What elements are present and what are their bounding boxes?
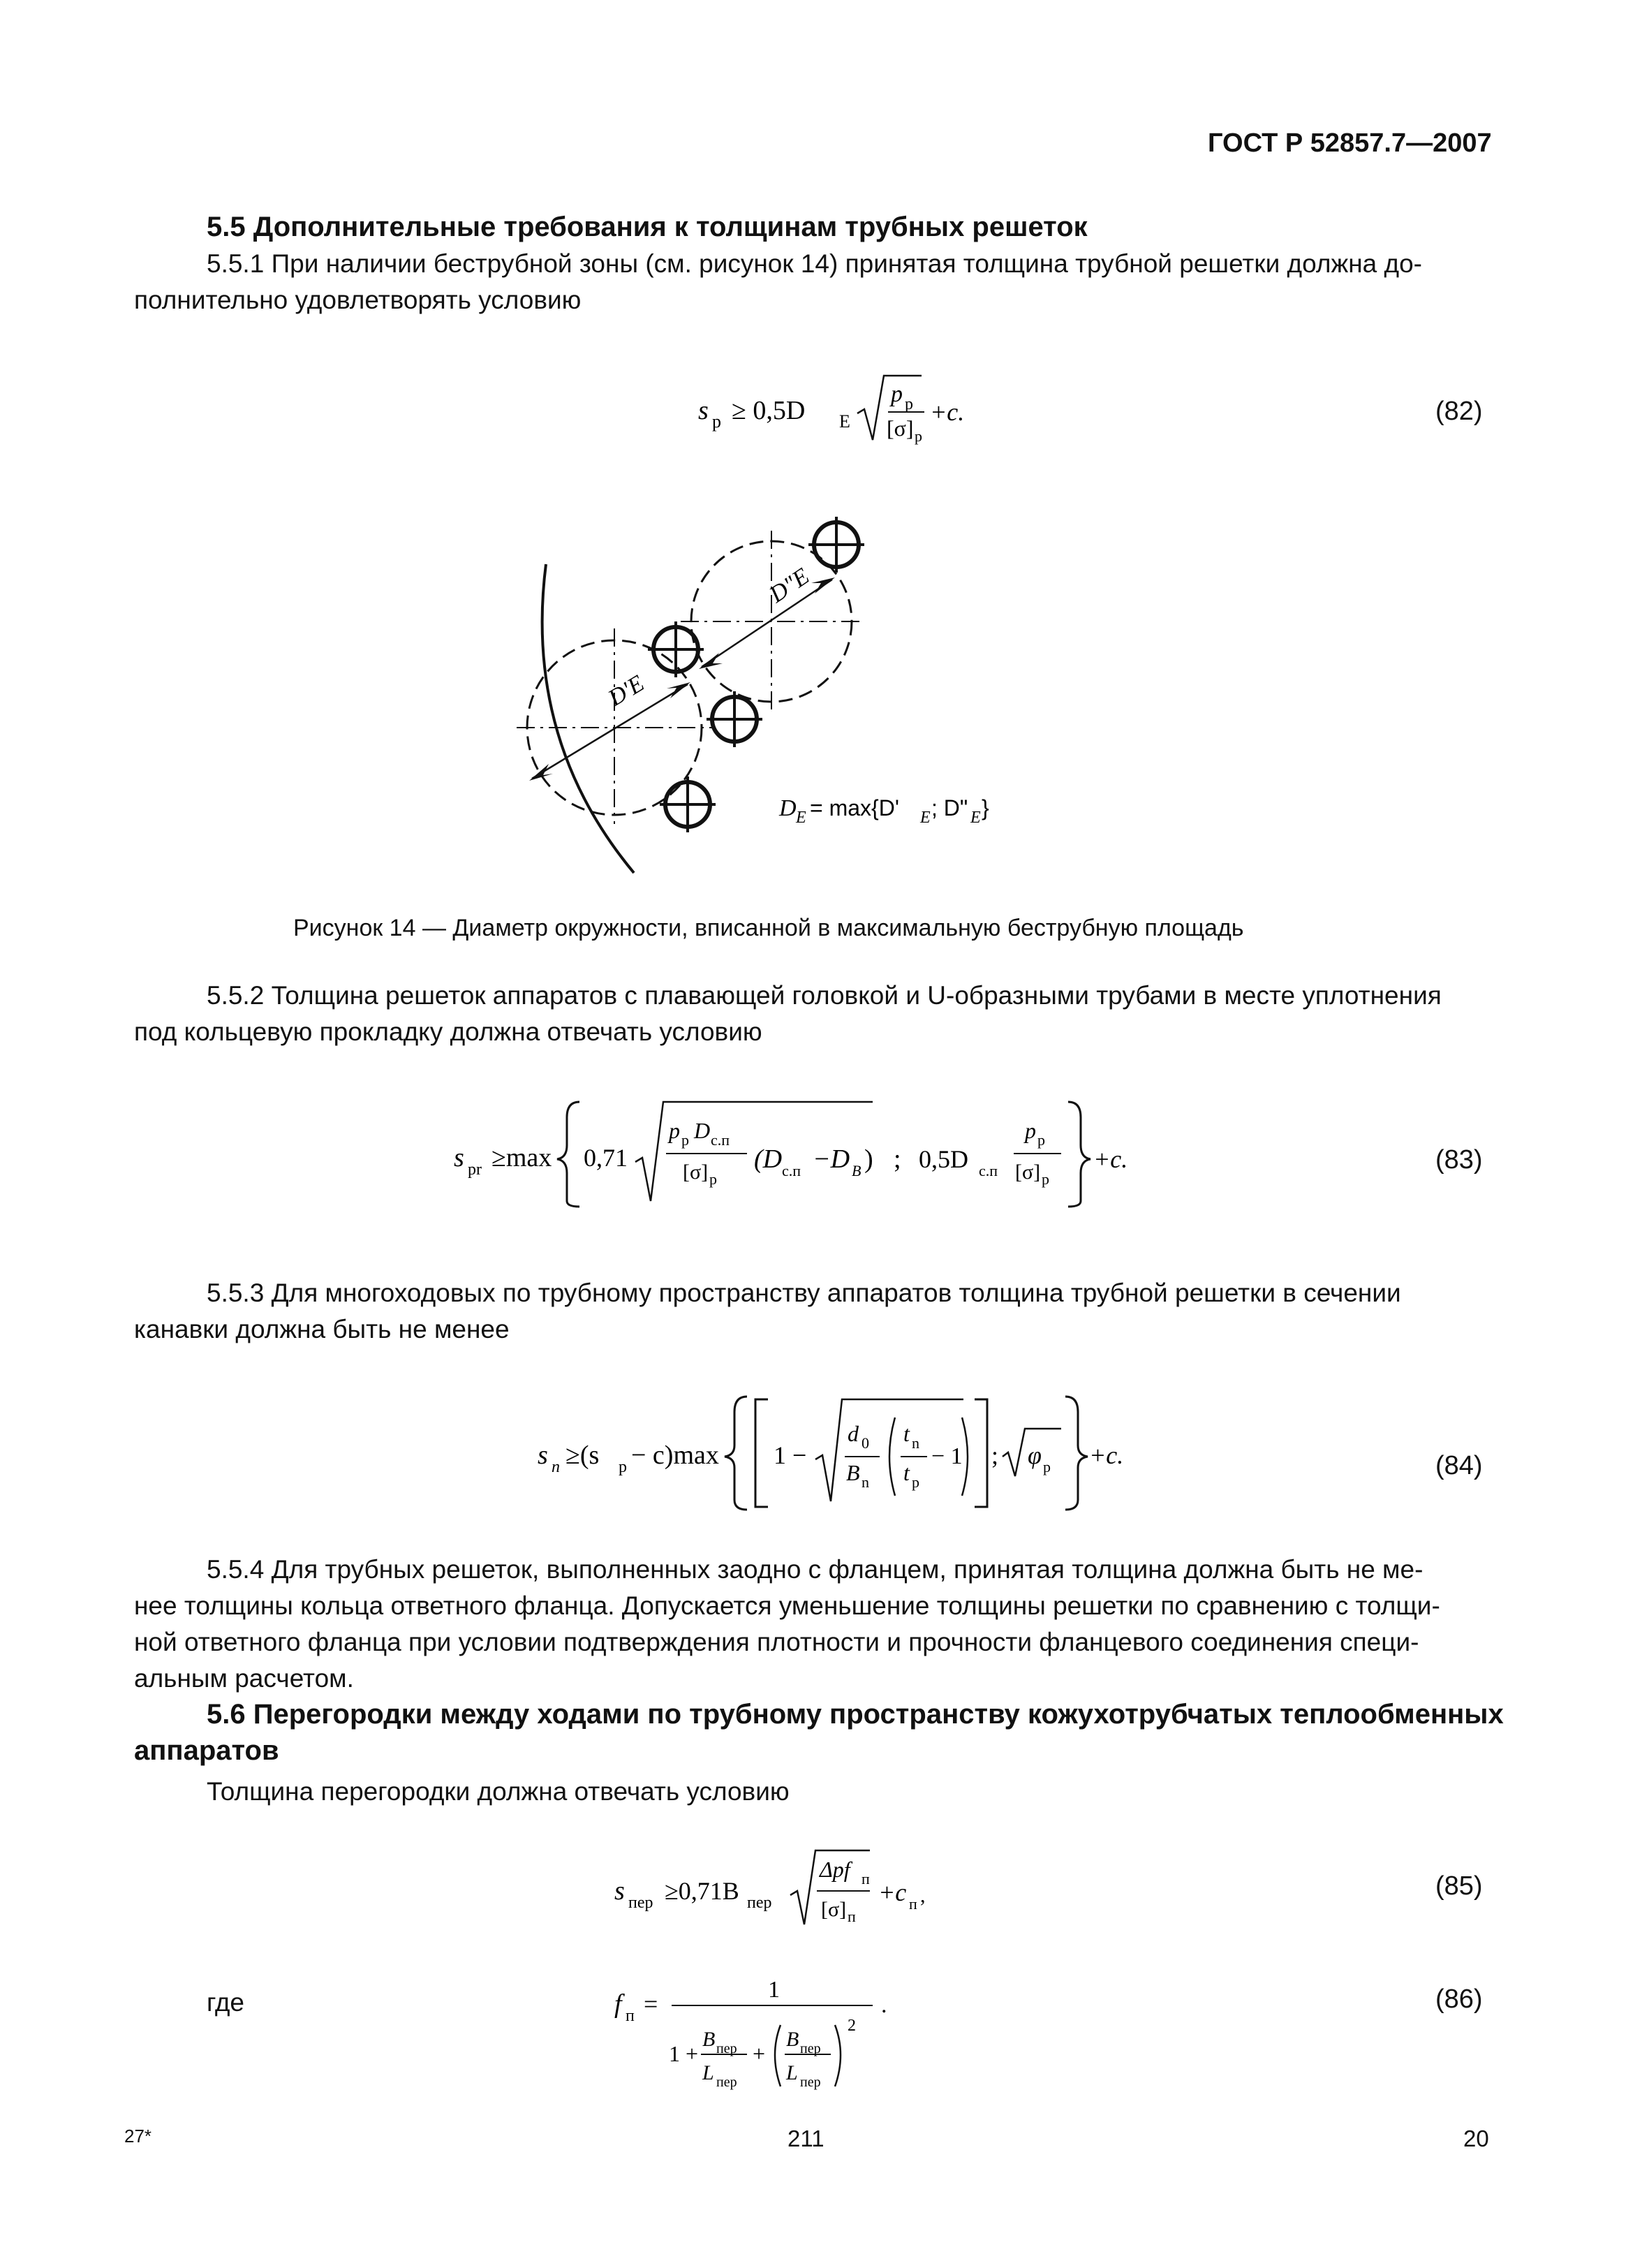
svg-text:пер: пер xyxy=(716,2041,737,2056)
svg-text:;: ; xyxy=(894,1144,901,1174)
footer-right: 20 xyxy=(1463,2126,1489,2151)
svg-text:≥0,71B: ≥0,71B xyxy=(665,1877,739,1905)
svg-text:−D: −D xyxy=(813,1144,850,1174)
svg-text:.: . xyxy=(881,1992,887,2018)
paragraph-5-5-4-line4: альным расчетом. xyxy=(134,1664,354,1693)
svg-text:;: ; xyxy=(991,1441,999,1469)
equation-82 xyxy=(691,363,984,447)
svg-text:n: n xyxy=(912,1434,919,1452)
svg-text:пер: пер xyxy=(628,1894,653,1912)
svg-text:s: s xyxy=(538,1441,548,1470)
svg-text:− c)max: − c)max xyxy=(631,1441,719,1470)
de-formula-sep: ; D" xyxy=(931,795,968,820)
equation-85 xyxy=(607,1836,970,1927)
de-formula-d: D xyxy=(779,795,797,821)
svg-text:L: L xyxy=(786,2061,798,2084)
section-heading-5-5: 5.5 Дополнительные требования к толщинам трубных решеток xyxy=(207,212,1088,242)
paragraph-5-5-4-line2: нее толщины кольца ответного фланца. Допускается уменьшение толщины решетки по сравнению с толщи- xyxy=(134,1591,1440,1620)
svg-text:≥(s: ≥(s xyxy=(565,1441,600,1470)
paragraph-5-5-4-line3: ной ответного фланца при условии подтверждения плотности и прочности фланцевого соединения специ- xyxy=(134,1628,1419,1656)
equation-86 xyxy=(607,1969,915,2109)
eq82-lhs: s xyxy=(698,396,709,425)
svg-text:+c.: +c. xyxy=(1089,1441,1124,1469)
de-formula-e1: E xyxy=(920,809,931,827)
svg-text:(D: (D xyxy=(754,1144,783,1174)
svg-text:B: B xyxy=(702,2028,716,2051)
svg-text:s: s xyxy=(454,1143,464,1172)
de-formula-close: } xyxy=(982,795,989,820)
svg-text:f: f xyxy=(614,1989,622,2019)
section-heading-5-6-line2: аппаратов xyxy=(134,1735,279,1766)
svg-text:p: p xyxy=(619,1458,627,1476)
equation-84 xyxy=(531,1390,1145,1515)
eq82-den-sub: p xyxy=(915,427,922,445)
svg-text:L: L xyxy=(702,2061,714,2084)
svg-text:+c: +c xyxy=(878,1878,907,1906)
svg-text:Δpf: Δpf xyxy=(820,1857,850,1882)
svg-text:0,71: 0,71 xyxy=(584,1144,628,1172)
where-label: где xyxy=(207,1988,245,2017)
svg-text:≥max: ≥max xyxy=(491,1143,552,1172)
eq82-den: [σ] xyxy=(887,415,914,441)
svg-text:0,5D: 0,5D xyxy=(919,1145,968,1173)
svg-text:d: d xyxy=(848,1421,859,1446)
svg-text:D: D xyxy=(694,1118,711,1143)
shell-arc xyxy=(542,564,634,873)
eq-number-85: (85) xyxy=(1435,1871,1483,1901)
svg-text:p: p xyxy=(1043,1458,1051,1475)
svg-text:пер: пер xyxy=(747,1894,772,1912)
svg-text:[σ]: [σ] xyxy=(821,1898,847,1921)
svg-text:p: p xyxy=(1042,1170,1049,1188)
paragraph-5-5-4-line1: 5.5.4 Для трубных решеток, выполненных заодно с фланцем, принятая толщина должна быть не ме- xyxy=(207,1555,1424,1584)
svg-text:1 −: 1 − xyxy=(774,1441,807,1469)
eq82-tail: +c. xyxy=(930,398,965,426)
paragraph-5-5-2-line2: под кольцевую прокладку должна отвечать условию xyxy=(134,1017,762,1046)
section-heading-5-6-line1: 5.6 Перегородки между ходами по трубному пространству кожухотрубчатых теплообменных xyxy=(207,1699,1504,1730)
de-formula-rest: = max{D' xyxy=(810,795,899,820)
svg-text:+: + xyxy=(753,2041,766,2066)
eq82-lhs-sub: p xyxy=(712,411,721,432)
svg-text:п: п xyxy=(862,1870,870,1887)
eq-number-86: (86) xyxy=(1435,1984,1483,2014)
svg-text:1: 1 xyxy=(768,1977,780,2003)
document-code: ГОСТ Р 52857.7—2007 xyxy=(1208,128,1492,158)
svg-text:p: p xyxy=(1037,1131,1045,1149)
svg-text:п: п xyxy=(848,1908,856,1925)
svg-text:pr: pr xyxy=(468,1161,482,1179)
paragraph-5-5-1-line2: полнительно удовлетворять условию xyxy=(134,286,582,314)
svg-text:t: t xyxy=(903,1460,910,1485)
svg-text:,: , xyxy=(920,1884,926,1907)
eq-number-83: (83) xyxy=(1435,1145,1483,1174)
svg-text:): ) xyxy=(864,1144,873,1174)
svg-text:[σ]: [σ] xyxy=(1015,1161,1041,1184)
figure-14 xyxy=(510,517,1040,887)
svg-text:=: = xyxy=(644,1990,658,2018)
svg-text:p: p xyxy=(709,1170,717,1188)
svg-text:p: p xyxy=(1025,1118,1036,1143)
eq82-ge: ≥ 0,5D xyxy=(732,396,806,425)
svg-text:пер: пер xyxy=(716,2075,737,2090)
svg-text:п: п xyxy=(626,2007,635,2025)
svg-text:B: B xyxy=(786,2028,799,2051)
de-formula-sub: E xyxy=(796,809,806,827)
eq82-num-sub: p xyxy=(905,395,913,413)
de-formula-e2: E xyxy=(970,809,981,827)
svg-text:[σ]: [σ] xyxy=(683,1161,709,1184)
figure-caption: Рисунок 14 — Диаметр окружности, вписанной в максимальную беструбную площадь xyxy=(293,915,1244,941)
svg-text:n: n xyxy=(552,1458,560,1476)
paragraph-5-5-2-line1: 5.5.2 Толщина решеток аппаратов с плавающей головкой и U-образными трубами в месте уплотнения xyxy=(207,981,1442,1010)
eq82-sub-e: E xyxy=(839,411,850,432)
svg-text:0: 0 xyxy=(862,1434,869,1452)
page-number: 211 xyxy=(787,2126,824,2151)
svg-text:p: p xyxy=(669,1118,680,1143)
svg-text:2: 2 xyxy=(848,2017,856,2035)
svg-text:p: p xyxy=(912,1473,919,1491)
svg-text:+c.: +c. xyxy=(1093,1145,1128,1173)
svg-text:пер: пер xyxy=(800,2075,821,2090)
svg-text:с.п: с.п xyxy=(711,1131,730,1149)
paragraph-5-5-1-line1: 5.5.1 При наличии беструбной зоны (см. рисунок 14) принятая толщина трубной решетки должна до- xyxy=(207,249,1422,278)
eq82-num: p xyxy=(891,381,903,407)
svg-text:с.п: с.п xyxy=(979,1162,998,1179)
paragraph-5-6: Толщина перегородки должна отвечать условию xyxy=(207,1777,790,1806)
eq-number-84: (84) xyxy=(1435,1451,1483,1480)
svg-text:пер: пер xyxy=(800,2041,821,2056)
label-de2: D"E xyxy=(764,563,814,608)
svg-text:B: B xyxy=(852,1162,862,1179)
svg-text:s: s xyxy=(614,1876,625,1906)
equation-83 xyxy=(447,1089,1201,1208)
footer-left: 27* xyxy=(124,2126,152,2146)
svg-text:− 1: − 1 xyxy=(931,1443,963,1469)
paragraph-5-5-3-line1: 5.5.3 Для многоходовых по трубному пространству аппаратов толщина трубной решетки в сечении xyxy=(207,1279,1401,1307)
svg-text:n: n xyxy=(862,1473,869,1491)
label-de1: D'E xyxy=(604,670,649,712)
svg-text:п: п xyxy=(909,1895,917,1913)
eq-number-82: (82) xyxy=(1435,397,1483,426)
svg-text:t: t xyxy=(903,1421,910,1446)
svg-text:p: p xyxy=(681,1131,689,1149)
svg-text:1 +: 1 + xyxy=(669,2041,699,2066)
svg-text:φ: φ xyxy=(1028,1441,1042,1469)
svg-text:с.п: с.п xyxy=(782,1162,801,1179)
svg-text:B: B xyxy=(846,1460,860,1485)
paragraph-5-5-3-line2: канавки должна быть не менее xyxy=(134,1315,510,1343)
